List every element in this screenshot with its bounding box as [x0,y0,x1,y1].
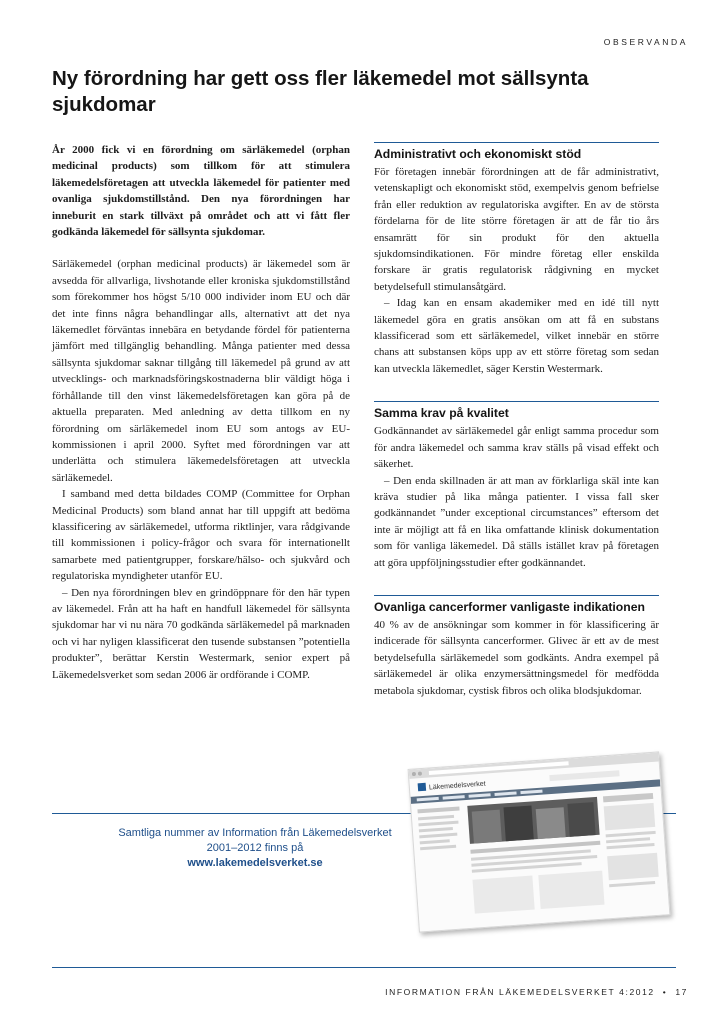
section-heading-block [374,595,659,615]
website-screenshot-graphic [409,752,670,931]
page-number: 17 [675,987,688,997]
paragraph-gap [52,240,350,256]
left-column [52,142,350,683]
body-paragraph: – Idag kan en ensam akademiker med en idé till nytt läkemedel göra en gratis ansökan om att få en substans klassificerad som ett särläkemedel, vilket innebär en större chans att substansen köps upp av ett större företag som sedan kan utveckla läkemedlet, säger Kerstin Westermark. [374,297,659,375]
article-lead: År 2000 fick vi en förordning om särläkemedel (orphan medicinal products) som tillkom för att stimulera läkemedelsföretagen att utveckla läkemedel för patienter med ovanliga sjukdomstillstånd. Den nya förordningen har inneburit en stark tillväxt på området och att vi fått fler godkända läkemedel för sällsynta sjukdomar. [52,144,350,239]
section-heading-block [374,142,659,162]
promo-line: Samtliga nummer av Information från Läkemedelsverket [118,827,392,839]
body-paragraph: I samband med detta bildades COMP (Committee for Orphan Medicinal Products) som bland annat har till uppgift att bedöma klassificering av särläkemedel, utforma riktlinjer, vara rådgivande till kommissionen i policy-frågor och svara för internationellt samarbete med patientgrupper, forskare/hälso- och sjukvård och regulatoriska myndigheter utanför EU. [52,488,350,583]
publication-info: INFORMATION FRÅN LÄKEMEDELSVERKET 4:2012 [385,987,655,997]
footer-separator: • [662,987,668,997]
body-paragraph: – Den enda skillnaden är att man av förklarliga skäl inte kan kräva studier på lika många patienter. I vissa fall sker godkännandet ”under exceptional circumstances” eftersom det inte är möjligt att få en lika omfattande klinisk dokumentation som för vanliga läkemedel. Då ställs istället krav på företagen att göra uppföljningsstudier efter godkännandet. [374,474,659,569]
body-paragraph: Särläkemedel (orphan medicinal products) är läkemedel som är avsedda för allvarliga, livshotande eller kroniska sjukdomstillstånd som förekommer hos högst 5/10 000 individer inom EU och där det inte finns några behandlingar alls, alternativt att det nya läkemedlet förväntas innebära en betydande fördel för patienterna jämfört med tillgänglig behandling. Många patienter med dessa sällsynta sjukdomar saknar tillgång till läkemedel på grund av att utvecklings- och marknadsföringskostnaderna blir väldigt höga i förhållande till den vinst läkemedelsföretagen kan göra på de aktuella preparaten. Med anledning av detta tillkom en ny förordning om särläkemedel inom EU som antogs av EU-kommissionen i april 2000. Syftet med förordningen var att underlätta och stimulera läkemedelsföretagen att utveckla särläkemedel. [52,258,350,484]
right-column [374,142,659,723]
section-administrative-support [374,142,659,377]
body-paragraph: Godkännandet av särläkemedel går enligt samma procedur som för andra läkemedel och samma krav ställs på visad effekt och säkerhet. [374,425,659,471]
body-paragraph: För företagen innebär förordningen att de får administrativt, vetenskapligt och ekonomiskt stöd, exempelvis genom befrielse från eller reduktion av regulatoriska avgifter. En av de största fördelarna för de lite större företagen är att de får tio års ensamrätt för sin produkt för den aktuella sjukdomsindikationen. För mindre företag eller enskilda forskare är gratis regulatorisk rådgivning en mycket betydelsefull stimulansåtgärd. [374,166,659,293]
page-footer [385,987,688,997]
section-heading-block [374,401,659,421]
promo-box [96,826,414,871]
body-paragraph: 40 % av de ansökningar som kommer in för klassificering är indicerade för sällsynta cancerformer. Glivec är ett av de mest betydelsefulla särläkemedel som godkänts. Andra exempel på särläkemedel är olika enzymersättningsmedel för medfödda metabola sjukdomar, cystisk fibros och olika blodsjukdomar. [374,618,659,697]
footer-rule [52,967,676,968]
website-screenshot-image [408,751,671,932]
article-title: Ny förordning har gett oss fler läkemedel mot sällsynta sjukdomar [52,67,589,116]
section-rare-cancers [374,595,659,699]
section-heading: Samma krav på kvalitet [374,406,509,421]
section-heading: Administrativt och ekonomiskt stöd [374,147,582,161]
section-label: OBSERVANDA [603,37,688,47]
section-heading: Ovanliga cancerformer vanligaste indikationen [374,599,645,614]
body-paragraph: – Den nya förordningen blev en grindöppnare för den här typen av läkemedel. Från att ha haft en handfull läkemedel för sällsynta sjukdomar har vi nu nära 70 godkända särläkemedel på marknaden och vi har nyligen klassificerat den tusende substansen ”potentiella produkter”, berättar Kerstin Westermark, senior expert på Läkemedelsverket som sedan 2006 är ordförande i COMP. [52,586,350,681]
promo-line: 2001–2012 finns på [206,842,304,854]
website-link[interactable]: www.lakemedelsverket.se [187,857,323,869]
website-logo-text: Läkemedelsverket [428,780,486,792]
section-quality-requirements [374,401,659,571]
